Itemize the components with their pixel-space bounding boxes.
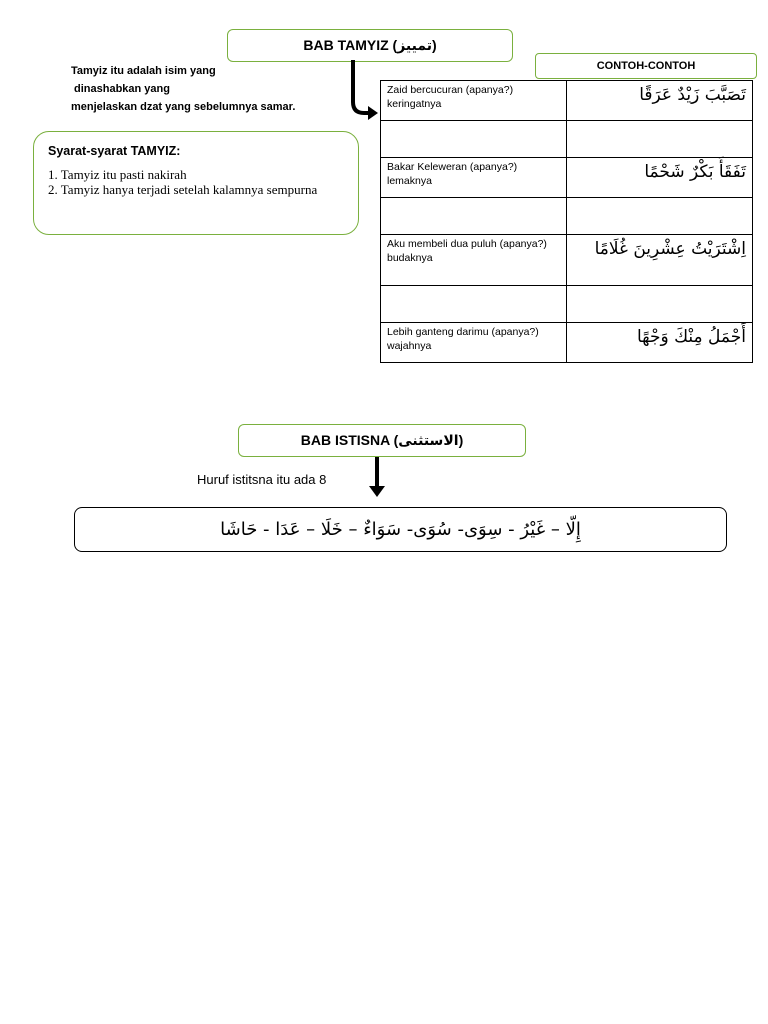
definition-line-2: dinashabkan yang	[74, 83, 170, 95]
example-indonesian	[381, 286, 567, 323]
istisna-title: BAB ISTISNA (الاستثنى)	[300, 432, 464, 448]
istisna-letters-box	[74, 507, 727, 552]
example-arabic	[567, 198, 753, 235]
tamyiz-title: BAB TAMYIZ (تمييز)	[303, 37, 437, 53]
example-indonesian: Lebih ganteng darimu (apanya?) wajahnya	[381, 323, 567, 363]
table-row	[381, 121, 753, 158]
example-arabic	[567, 121, 753, 158]
example-arabic: تَفَقَأَ بَكْرٌ شَحْمًا	[567, 158, 753, 198]
syarat-item-1: 1. Tamyiz itu pasti nakirah	[48, 167, 187, 182]
istisna-letters: إِلّا – غَيْرُ - سِوَى- سُوَى- سَوَاءٌ – خَلَا – عَدَا - حَاشَا	[220, 519, 581, 540]
syarat-box	[33, 131, 359, 235]
table-row	[381, 323, 753, 363]
arrow-down-icon	[368, 457, 386, 498]
table-row	[381, 158, 753, 198]
example-arabic: تَصَبَّبَ زَيْدٌ عَرَقًا	[567, 81, 753, 121]
example-indonesian: Aku membeli dua puluh (apanya?) budaknya	[381, 235, 567, 286]
example-arabic: أَجْمَلُ مِنْكَ وَجْهًا	[567, 323, 753, 363]
istisna-title-box	[238, 424, 526, 457]
example-indonesian	[381, 198, 567, 235]
table-row	[381, 286, 753, 323]
examples-table	[380, 80, 753, 363]
table-row	[381, 235, 753, 286]
table-row	[381, 198, 753, 235]
example-indonesian: Zaid bercucuran (apanya?) keringatnya	[381, 81, 567, 121]
contoh-label-box	[535, 53, 757, 79]
example-indonesian	[381, 121, 567, 158]
example-arabic: اِشْتَرَيْتُ عِشْرِينَ غُلَامًا	[567, 235, 753, 286]
syarat-title: Syarat-syarat TAMYIZ:	[48, 144, 181, 158]
definition-line-1: Tamyiz itu adalah isim yang	[71, 65, 216, 77]
elbow-arrow-icon	[340, 60, 380, 125]
example-indonesian: Bakar Keleweran (apanya?) lemaknya	[381, 158, 567, 198]
syarat-item-2: 2. Tamyiz hanya terjadi setelah kalamnya sempurna	[48, 182, 318, 197]
definition-line-3: menjelaskan dzat yang sebelumnya samar.	[71, 101, 296, 113]
tamyiz-title-box	[227, 29, 513, 62]
table-row	[381, 81, 753, 121]
tamyiz-definition	[71, 62, 361, 116]
contoh-label: CONTOH-CONTOH	[596, 60, 696, 72]
istisna-caption: Huruf istitsna itu ada 8	[197, 472, 327, 487]
example-arabic	[567, 286, 753, 323]
